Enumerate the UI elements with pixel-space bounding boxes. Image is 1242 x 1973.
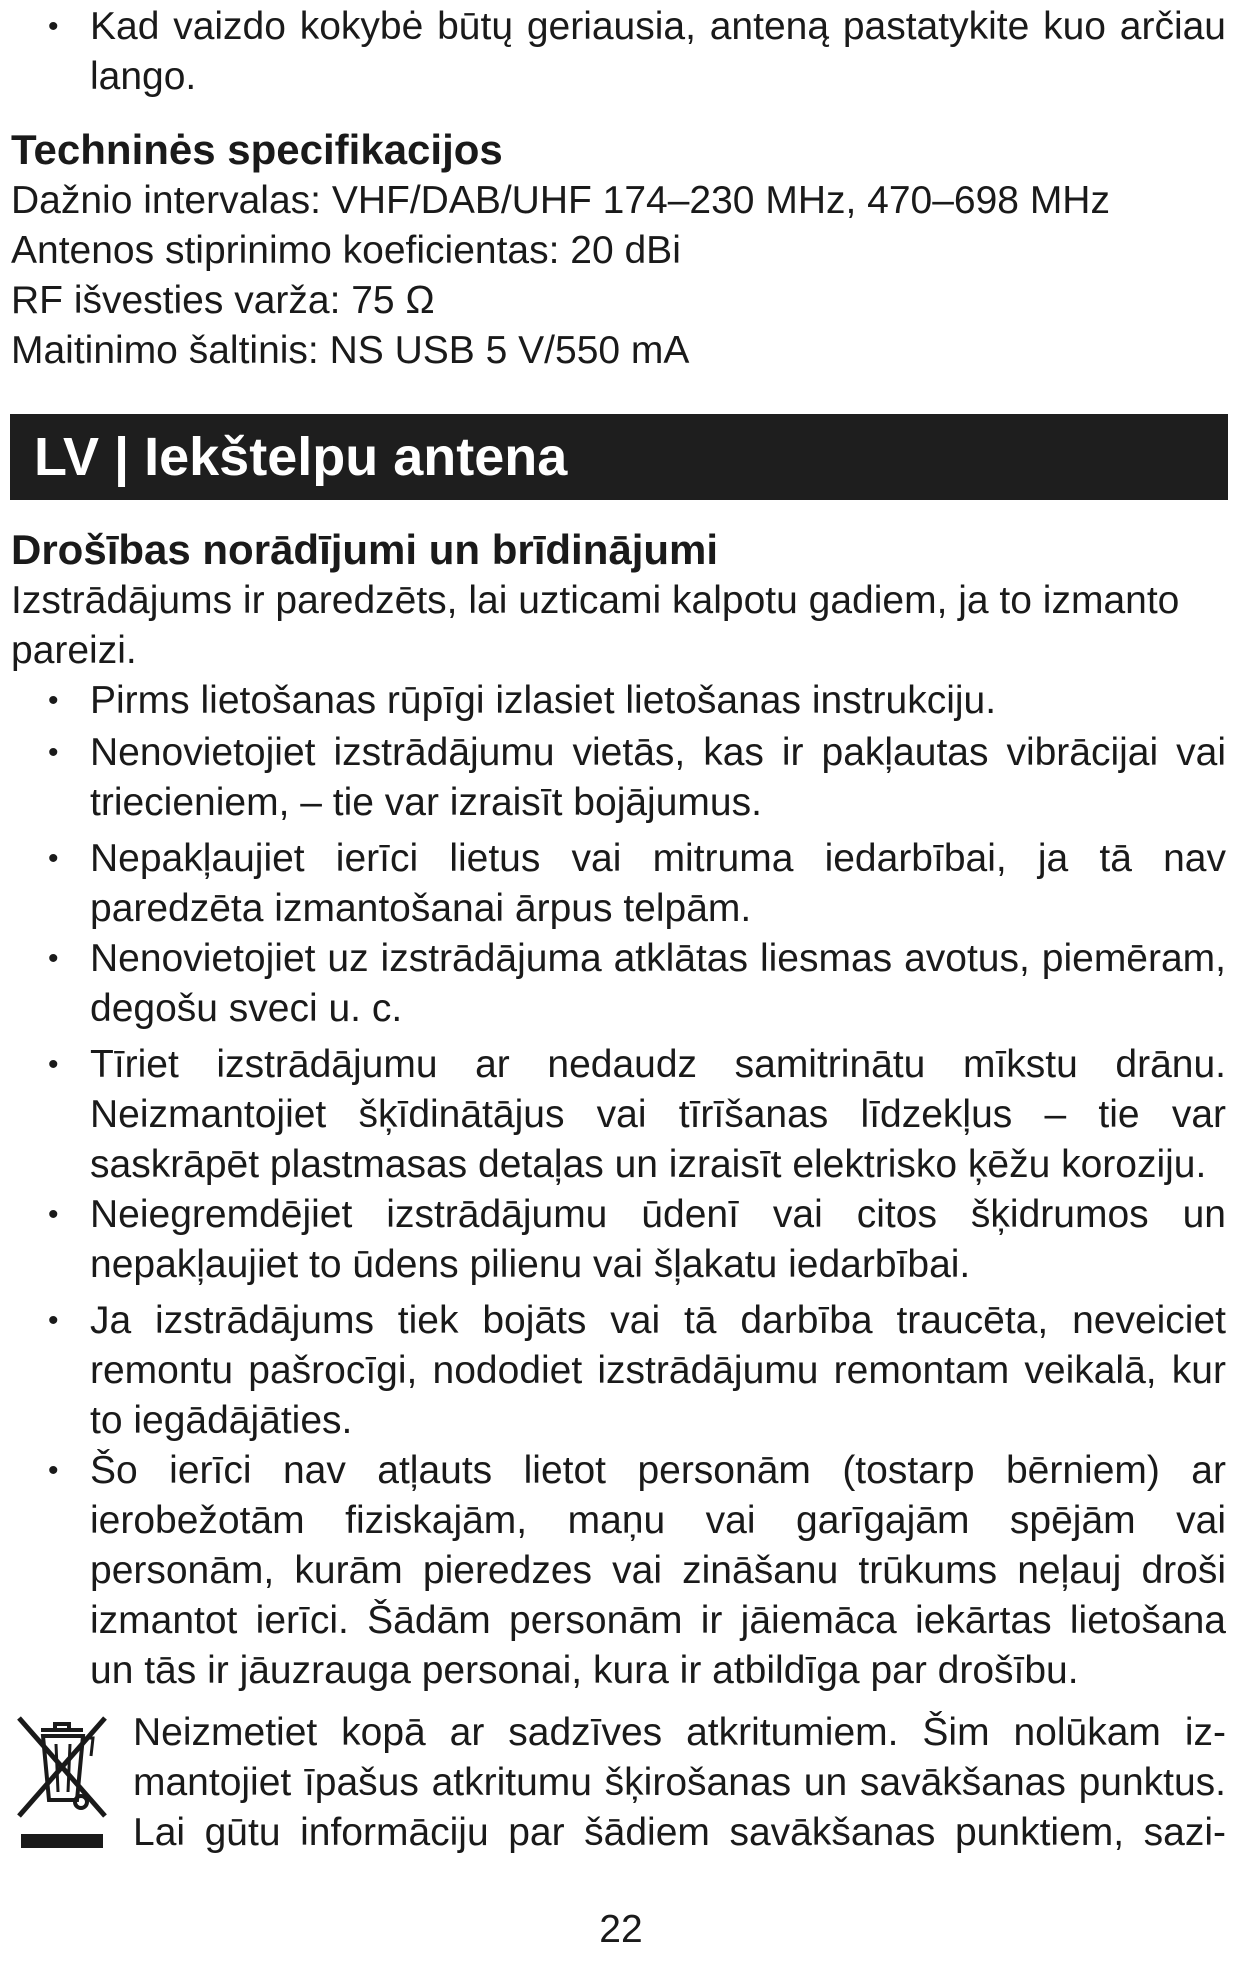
page-number: 22 [599, 1908, 643, 1951]
bullet-dot-icon: • [48, 1304, 59, 1337]
lv-bullet-8 [48, 1446, 1226, 1696]
lv-bullet-4 [48, 934, 1226, 1034]
lv-bullet-text: Pirms lietošanas rūpīgi izlasiet lietošanas instrukciju. [90, 679, 997, 722]
lv-bullet-2 [48, 728, 1226, 828]
lv-bullet-text: Nenovietojiet izstrādājumu vietās, kas ir pakļautas vibrācijai vai triecieniem, – tie var izraisīt bojājumus. [90, 731, 1226, 824]
lv-bullet-7 [48, 1296, 1226, 1446]
lv-section-banner [10, 414, 1228, 500]
lv-bullet-text: Tīriet izstrādājumu ar nedaudz samitrinātu mīkstu drānu. Neizmantojiet šķīdinātājus vai tīrīšanas līdzekļus – tie var saskrāpēt plastmasas detaļas un izraisīt elektrisko ķēžu koroziju. [90, 1043, 1226, 1186]
bullet-dot-icon: • [48, 1198, 59, 1231]
spec-line-frequency: Dažnio intervalas: VHF/DAB/UHF 174–230 MHz, 470–698 MHz [11, 179, 1110, 222]
lv-bullet-text: Neiegremdējiet izstrādājumu ūdenī vai citos šķidrumos un nepakļaujiet to ūdens pilienu vai šļakatu iedarbībai. [90, 1193, 1226, 1286]
lv-bullet-text: Ja izstrādājums tiek bojāts vai tā darbība traucēta, neveiciet remontu pašrocīgi, nododiet izstrādājumu remontam veikalā, kur to iegādājāties. [90, 1299, 1226, 1442]
lv-bullet-1 [48, 676, 1226, 726]
intro-bullet [48, 2, 1226, 102]
spec-line-power: Maitinimo šaltinis: NS USB 5 V/550 mA [11, 329, 690, 372]
lv-banner-title: LV | Iekštelpu antena [34, 427, 568, 487]
lv-bullet-5 [48, 1040, 1226, 1190]
intro-bullet-text: Kad vaizdo kokybė būtų geriausia, anteną pastatykite kuo arčiau lango. [90, 5, 1226, 98]
weee-line-3: Lai gūtu informāciju par šādiem savākšanas punktiem, sazi- [133, 1811, 1226, 1854]
bullet-dot-icon: • [48, 942, 59, 975]
lv-bullet-text: Nenovietojiet uz izstrādājuma atklātas liesmas avotus, piemēram, degošu sveci u. c. [90, 937, 1226, 1030]
bullet-dot-icon: • [48, 10, 59, 43]
lv-safety-intro: Izstrādājums ir paredzēts, lai uzticami kalpotu gadiem, ja to izmanto pareizi. [11, 579, 1180, 672]
bullet-dot-icon: • [48, 842, 59, 875]
weee-line-2: mantojiet īpašus atkritumu šķirošanas un savākšanas punktus. [133, 1761, 1226, 1804]
lt-specs-heading: Techninės specifikacijos [11, 126, 503, 173]
bullet-dot-icon: • [48, 684, 59, 717]
crossed-out-wheelie-bin-icon [11, 1712, 111, 1862]
lv-safety-heading: Drošības norādījumi un brīdinājumi [11, 526, 719, 573]
weee-line-1: Neizmetiet kopā ar sadzīves atkritumiem. Šim nolūkam iz- [133, 1711, 1226, 1754]
bullet-dot-icon: • [48, 1048, 59, 1081]
bullet-dot-icon: • [48, 1454, 59, 1487]
bullet-dot-icon: • [48, 736, 59, 769]
lv-bullet-6 [48, 1190, 1226, 1290]
spec-line-gain: Antenos stiprinimo koeficientas: 20 dBi [11, 229, 681, 272]
lv-bullet-text: Nepakļaujiet ierīci lietus vai mitruma iedarbībai, ja tā nav paredzēta izmantošanai ārpus telpām. [90, 837, 1226, 930]
lv-bullet-3 [48, 834, 1226, 934]
spec-line-impedance: RF išvesties varža: 75 Ω [11, 279, 435, 322]
lv-bullet-text: Šo ierīci nav atļauts lietot personām (tostarp bērniem) ar ierobežotām fiziskajām, maņu vai garīgajām spējām vai personām, kurām pieredzes vai zināšanu trūkums neļauj droši izmantot ierīci. Šādām personām ir jāiemāca iekārtas lietošana un tās ir jāuzrauga personai, kura ir atbildīga par drošību. [90, 1449, 1226, 1692]
